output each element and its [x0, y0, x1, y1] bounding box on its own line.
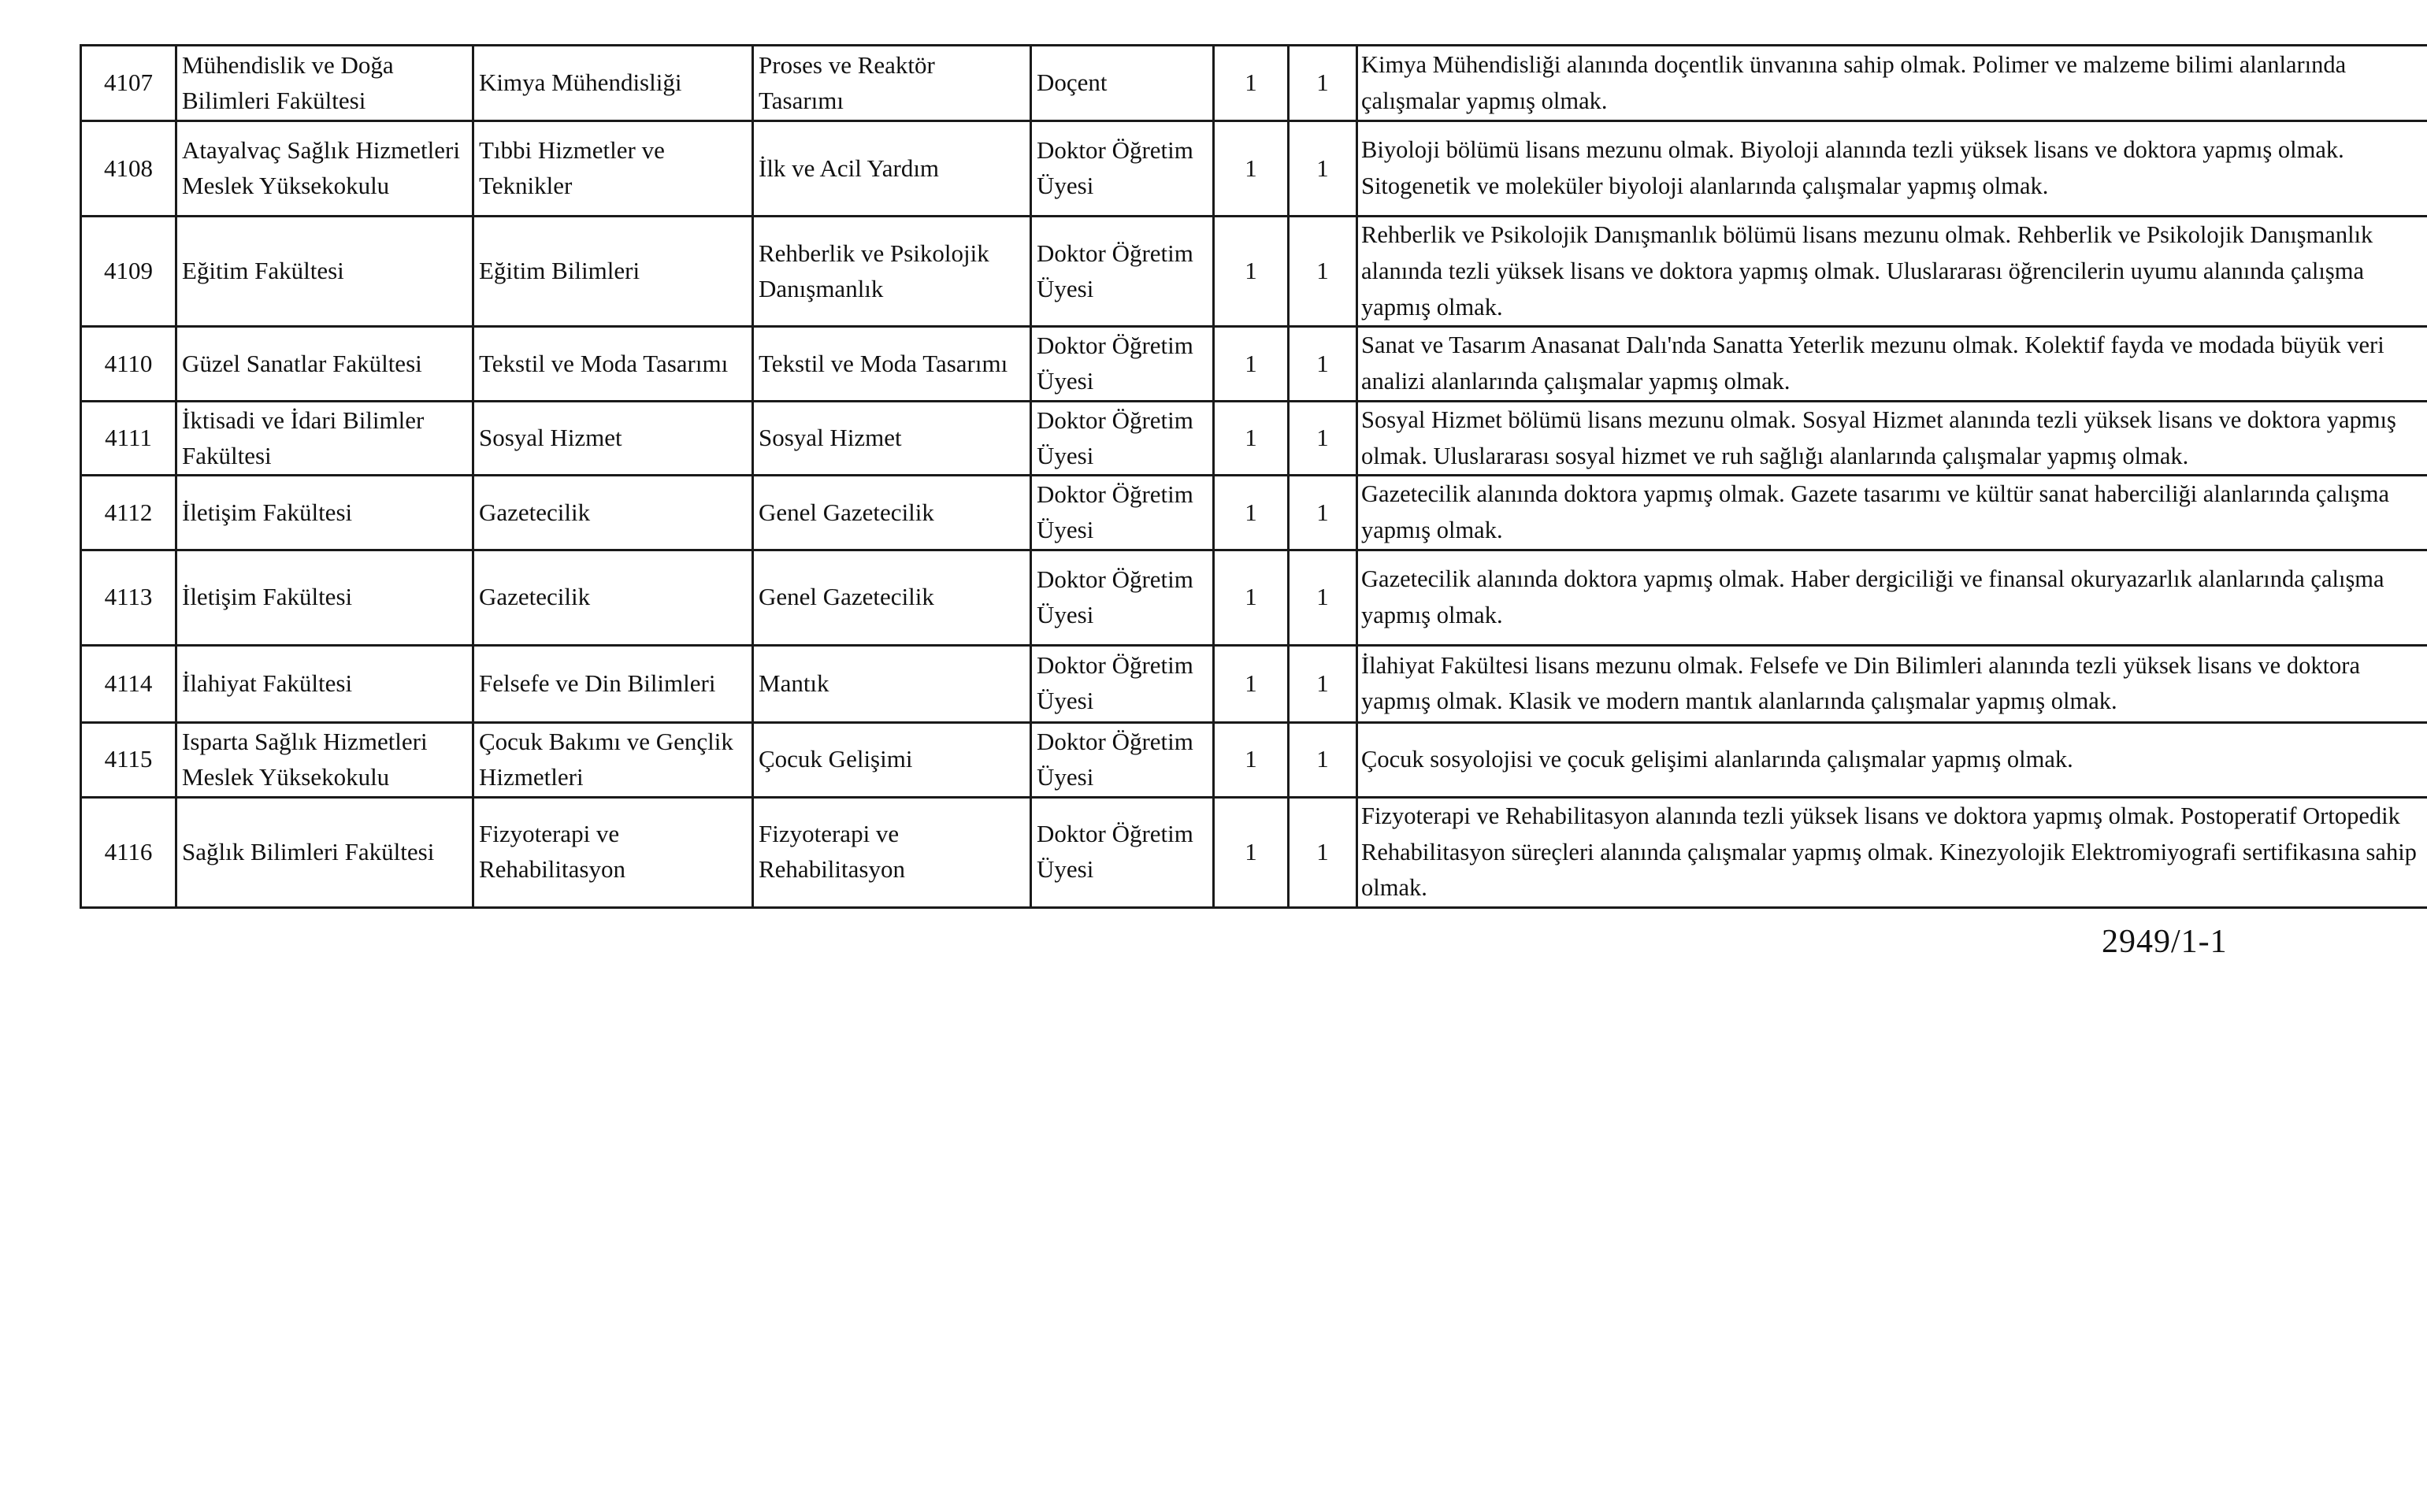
cell-department: Tıbbi Hizmetler ve Teknikler	[473, 121, 753, 217]
cell-degree: 1	[1214, 797, 1289, 907]
cell-title: Doktor Öğretim Üyesi	[1031, 401, 1214, 476]
cell-department: Eğitim Bilimleri	[473, 217, 753, 327]
table-row	[81, 46, 2427, 121]
cell-department: Sosyal Hizmet	[473, 401, 753, 476]
table-row	[81, 550, 2427, 645]
cell-requirement: İlahiyat Fakültesi lisans mezunu olmak. Felsefe ve Din Bilimleri alanında tezli yüksek lisans ve doktora yapmış olmak. Klasik ve modern mantık alanlarında çalışmalar yapmış olmak.	[1357, 645, 2427, 722]
cell-unit: Güzel Sanatlar Fakültesi	[176, 327, 473, 402]
cell-field: Genel Gazetecilik	[753, 476, 1031, 550]
cell-department: Gazetecilik	[473, 476, 753, 550]
cell-title: Doktor Öğretim Üyesi	[1031, 797, 1214, 907]
cell-title: Doktor Öğretim Üyesi	[1031, 722, 1214, 797]
table-row	[81, 327, 2427, 402]
cell-department: Fizyoterapi ve Rehabilitasyon	[473, 797, 753, 907]
cell-count: 1	[1289, 722, 1357, 797]
cell-requirement: Çocuk sosyolojisi ve çocuk gelişimi alanlarında çalışmalar yapmış olmak.	[1357, 722, 2427, 797]
cell-title: Doçent	[1031, 46, 1214, 121]
table-body	[81, 46, 2427, 908]
cell-ilan-no: 4111	[81, 401, 176, 476]
cell-unit: Mühendislik ve Doğa Bilimleri Fakültesi	[176, 46, 473, 121]
cell-title: Doktor Öğretim Üyesi	[1031, 327, 1214, 402]
cell-unit: İletişim Fakültesi	[176, 550, 473, 645]
cell-degree: 1	[1214, 645, 1289, 722]
cell-unit: Atayalvaç Sağlık Hizmetleri Meslek Yüksekokulu	[176, 121, 473, 217]
cell-degree: 1	[1214, 401, 1289, 476]
cell-field: Tekstil ve Moda Tasarımı	[753, 327, 1031, 402]
table-row	[81, 476, 2427, 550]
page-number: 2949/1-1	[2102, 924, 2228, 960]
cell-unit: İletişim Fakültesi	[176, 476, 473, 550]
cell-department: Tekstil ve Moda Tasarımı	[473, 327, 753, 402]
cell-ilan-no: 4107	[81, 46, 176, 121]
cell-department: Gazetecilik	[473, 550, 753, 645]
cell-count: 1	[1289, 550, 1357, 645]
cell-field: Genel Gazetecilik	[753, 550, 1031, 645]
cell-degree: 1	[1214, 550, 1289, 645]
cell-count: 1	[1289, 217, 1357, 327]
table-row	[81, 401, 2427, 476]
cell-field: Proses ve Reaktör Tasarımı	[753, 46, 1031, 121]
cell-field: Çocuk Gelişimi	[753, 722, 1031, 797]
cell-requirement: Gazetecilik alanında doktora yapmış olmak. Haber dergiciliği ve finansal okuryazarlık alanlarında çalışma yapmış olmak.	[1357, 550, 2427, 645]
cell-degree: 1	[1214, 722, 1289, 797]
cell-unit: İktisadi ve İdari Bilimler Fakültesi	[176, 401, 473, 476]
cell-unit: İlahiyat Fakültesi	[176, 645, 473, 722]
cell-degree: 1	[1214, 327, 1289, 402]
cell-degree: 1	[1214, 121, 1289, 217]
cell-count: 1	[1289, 476, 1357, 550]
cell-degree: 1	[1214, 476, 1289, 550]
cell-title: Doktor Öğretim Üyesi	[1031, 217, 1214, 327]
cell-field: Sosyal Hizmet	[753, 401, 1031, 476]
cell-unit: Sağlık Bilimleri Fakültesi	[176, 797, 473, 907]
cell-field: İlk ve Acil Yardım	[753, 121, 1031, 217]
cell-title: Doktor Öğretim Üyesi	[1031, 645, 1214, 722]
cell-ilan-no: 4113	[81, 550, 176, 645]
cell-requirement: Gazetecilik alanında doktora yapmış olmak. Gazete tasarımı ve kültür sanat haberciliği alanlarında çalışma yapmış olmak.	[1357, 476, 2427, 550]
cell-title: Doktor Öğretim Üyesi	[1031, 121, 1214, 217]
cell-ilan-no: 4112	[81, 476, 176, 550]
cell-department: Felsefe ve Din Bilimleri	[473, 645, 753, 722]
table-row	[81, 797, 2427, 907]
cell-field: Mantık	[753, 645, 1031, 722]
cell-requirement: Fizyoterapi ve Rehabilitasyon alanında tezli yüksek lisans ve doktora yapmış olmak. Postoperatif Ortopedik Rehabilitasyon süreçleri alanında çalışmalar yapmış olmak. Kinezyolojik Elektromiyografi sertifikasına sahip olmak.	[1357, 797, 2427, 907]
cell-department: Kimya Mühendisliği	[473, 46, 753, 121]
cell-field: Rehberlik ve Psikolojik Danışmanlık	[753, 217, 1031, 327]
cell-ilan-no: 4109	[81, 217, 176, 327]
table-row	[81, 722, 2427, 797]
table-row	[81, 121, 2427, 217]
cell-requirement: Sanat ve Tasarım Anasanat Dalı'nda Sanatta Yeterlik mezunu olmak. Kolektif fayda ve modada büyük veri analizi alanlarında çalışmalar yapmış olmak.	[1357, 327, 2427, 402]
cell-title: Doktor Öğretim Üyesi	[1031, 476, 1214, 550]
cell-count: 1	[1289, 46, 1357, 121]
cell-requirement: Sosyal Hizmet bölümü lisans mezunu olmak. Sosyal Hizmet alanında tezli yüksek lisans ve doktora yapmış olmak. Uluslararası sosyal hizmet ve ruh sağlığı alanlarında çalışmalar yapmış olmak.	[1357, 401, 2427, 476]
cell-title: Doktor Öğretim Üyesi	[1031, 550, 1214, 645]
cell-ilan-no: 4110	[81, 327, 176, 402]
cell-count: 1	[1289, 645, 1357, 722]
table-row	[81, 645, 2427, 722]
cell-degree: 1	[1214, 46, 1289, 121]
cell-ilan-no: 4114	[81, 645, 176, 722]
cell-field: Fizyoterapi ve Rehabilitasyon	[753, 797, 1031, 907]
cell-count: 1	[1289, 797, 1357, 907]
cell-requirement: Biyoloji bölümü lisans mezunu olmak. Biyoloji alanında tezli yüksek lisans ve doktora yapmış olmak. Sitogenetik ve moleküler biyoloji alanlarında çalışmalar yapmış olmak.	[1357, 121, 2427, 217]
cell-requirement: Kimya Mühendisliği alanında doçentlik ünvanına sahip olmak. Polimer ve malzeme bilimi alanlarında çalışmalar yapmış olmak.	[1357, 46, 2427, 121]
cell-count: 1	[1289, 327, 1357, 402]
cell-ilan-no: 4108	[81, 121, 176, 217]
cell-unit: Eğitim Fakültesi	[176, 217, 473, 327]
cell-ilan-no: 4115	[81, 722, 176, 797]
cell-unit: Isparta Sağlık Hizmetleri Meslek Yüksekokulu	[176, 722, 473, 797]
positions-table	[80, 44, 2427, 909]
table-row	[81, 217, 2427, 327]
cell-ilan-no: 4116	[81, 797, 176, 907]
cell-count: 1	[1289, 401, 1357, 476]
cell-count: 1	[1289, 121, 1357, 217]
cell-requirement: Rehberlik ve Psikolojik Danışmanlık bölümü lisans mezunu olmak. Rehberlik ve Psikolojik Danışmanlık alanında tezli yüksek lisans ve doktora yapmış olmak. Uluslararası öğrencilerin uyumu alanında çalışma yapmış olmak.	[1357, 217, 2427, 327]
cell-department: Çocuk Bakımı ve Gençlik Hizmetleri	[473, 722, 753, 797]
cell-degree: 1	[1214, 217, 1289, 327]
